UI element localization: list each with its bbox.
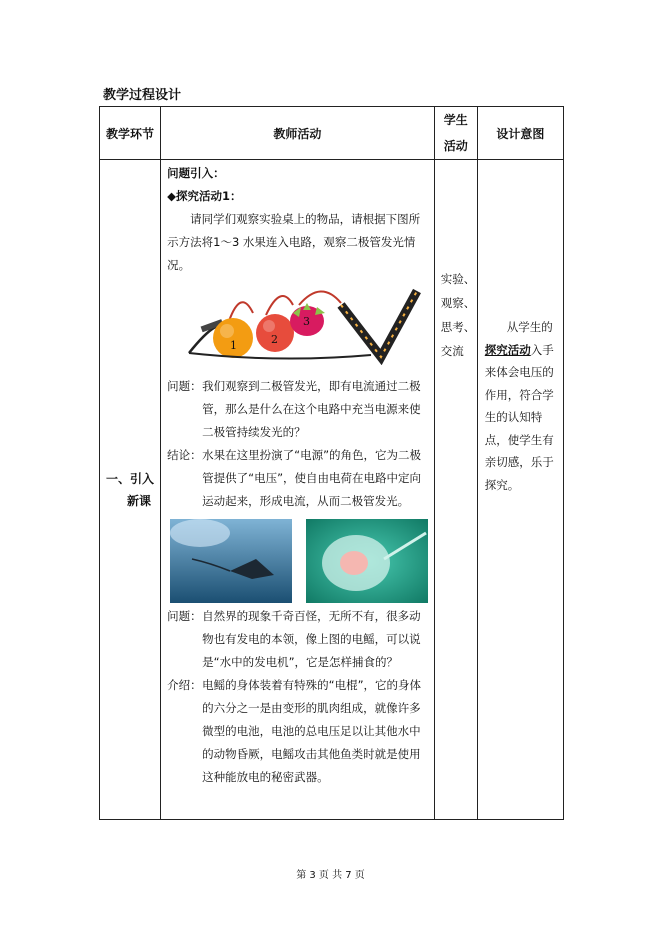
- student-activity-2: 观察、: [440, 296, 476, 310]
- introduction-1: [167, 674, 429, 789]
- question-1-key: 问题：: [167, 379, 202, 393]
- header-intent: 设计意图: [477, 107, 563, 160]
- fruit-label-1: 1: [230, 339, 238, 352]
- activity-title: ◆探究活动1：: [167, 189, 242, 203]
- section-title: 教学过程设计: [103, 88, 182, 103]
- student-activity-cell: [434, 160, 477, 820]
- lesson-table: [99, 106, 564, 820]
- student-activity-1: 实验、: [440, 272, 476, 286]
- question-2-key: 问题：: [167, 609, 202, 623]
- design-intent-cell: [477, 160, 563, 820]
- student-activity-4: 交流: [440, 344, 464, 358]
- stage-line2: 新课: [127, 493, 152, 508]
- teacher-activity-cell: [161, 160, 435, 820]
- student-activity-3: 思考、: [440, 320, 476, 334]
- intent-rest: 入手来体会电压的作用，符合学生的认知特点，使学生有亲切感，乐于探究。: [484, 342, 554, 492]
- header-student-line2: 活动: [443, 139, 468, 153]
- question-2: [167, 605, 429, 674]
- intent-prefix: 从学生的: [506, 320, 553, 334]
- conclusion-1-key: 结论：: [167, 448, 202, 462]
- fruit-battery-circuit-image: [181, 283, 421, 365]
- fruit-label-2: 2: [271, 333, 279, 346]
- table-row: [100, 160, 564, 820]
- stage-cell: [100, 160, 161, 820]
- electric-ray-photo-underwater: [170, 519, 292, 603]
- conclusion-1-text: 水果在这里扮演了“电源”的角色，它为二极管提供了“电压”，使自由电荷在电路中定向运动起来，形成电流，从而二极管发光。: [202, 448, 422, 508]
- header-student: [434, 107, 477, 160]
- stage-line1: 一、引入: [106, 471, 155, 486]
- electric-ray-photos: [170, 519, 429, 603]
- question-1-text: 我们观察到二极管发光，即有电流通过二极管，那么是什么在这个电路中充当电源来使二极管持续发光的？: [202, 379, 421, 439]
- activity-text: 请同学们观察实验桌上的物品，请根据下图所示方法将1～3 水果连入电路，观察二极管发光情况。: [167, 212, 421, 272]
- header-student-line1: 学生: [443, 113, 468, 127]
- header-teacher: 教师活动: [161, 107, 435, 160]
- question-1: [167, 375, 429, 444]
- conclusion-1: [167, 444, 429, 513]
- intent-underlined: 探究活动: [484, 342, 531, 357]
- intro-heading: 问题引入：: [167, 166, 225, 180]
- question-2-text: 自然界的现象千奇百怪，无所不有，很多动物也有发电的本领，像上图的电鳐，可以说是“水中的发电机”，它是怎样捕食的？: [202, 609, 421, 669]
- introduction-1-key: 介绍：: [167, 678, 202, 692]
- table-header-row: [100, 107, 564, 160]
- fruit-label-3: 3: [303, 315, 311, 328]
- introduction-1-text: 电鳐的身体装着有特殊的“电棍”，它的身体的六分之一是由变形的肌肉组成，就像许多微型的电池，电池的总电压足以让其他水中的动物昏厥，电鳐攻击其他鱼类时就是使用这种能放电的秘密武器。: [202, 678, 422, 784]
- header-stage: 教学环节: [100, 107, 161, 160]
- electric-ray-photo-xray: [306, 519, 428, 603]
- page-footer: 第 3 页 共 7 页: [296, 870, 365, 881]
